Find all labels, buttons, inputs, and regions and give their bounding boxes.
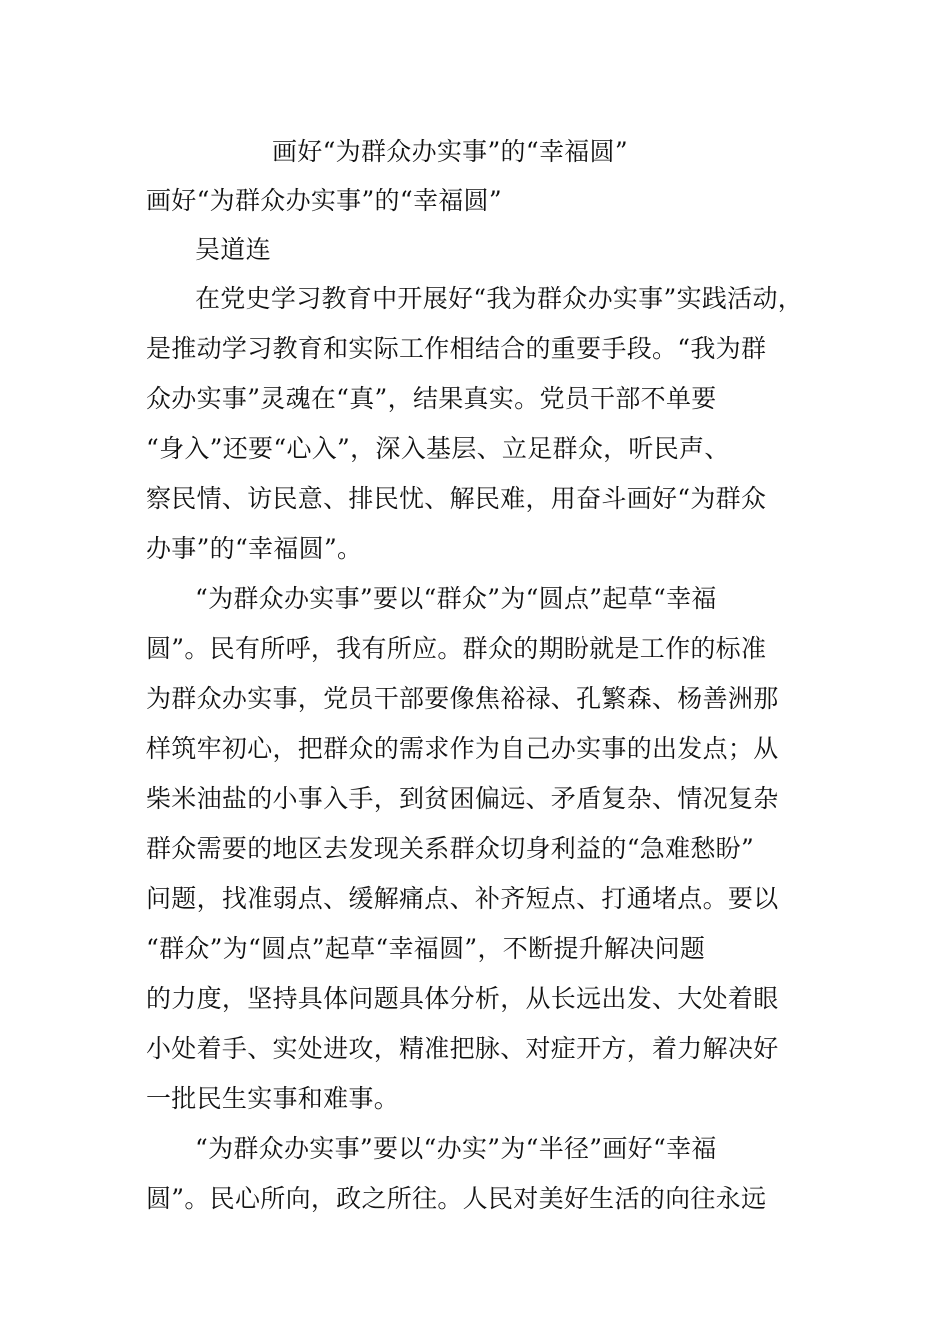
- paragraph-line: 样筑牢初心，把群众的需求作为自己办实事的出发点；从: [146, 734, 779, 763]
- paragraph-line: “为群众办实事”要以“办实”为“半径”画好“幸福: [195, 1134, 717, 1163]
- paragraph-line: 众办实事”灵魂在“真”，结果真实。党员干部不单要: [146, 384, 717, 413]
- document-title: 画好“为群众办实事”的“幸福圆”: [272, 137, 628, 166]
- paragraph-line: 圆”。民心所向，政之所往。人民对美好生活的向往永远: [146, 1184, 767, 1213]
- paragraph-line: “为群众办实事”要以“群众”为“圆点”起草“幸福: [195, 584, 717, 613]
- document-subtitle: 画好“为群众办实事”的“幸福圆”: [146, 186, 502, 215]
- paragraph-line: “群众”为“圆点”起草“幸福圆”，不断提升解决问题: [146, 934, 706, 963]
- paragraph-line: 的力度，坚持具体问题具体分析，从长远出发、大处着眼: [146, 984, 779, 1013]
- paragraph-line: 问题，找准弱点、缓解痛点、补齐短点、打通堵点。要以: [146, 884, 779, 913]
- paragraph-line: “身入”还要“心入”，深入基层、立足群众，听民声、: [146, 434, 730, 463]
- document-author: 吴道连: [195, 235, 271, 264]
- paragraph-line: 察民情、访民意、排民忧、解民难，用奋斗画好“为群众: [146, 484, 767, 513]
- paragraph-line: 小处着手、实处进攻，精准把脉、对症开方，着力解决好: [146, 1034, 779, 1063]
- paragraph-line: 群众需要的地区去发现关系群众切身利益的“急难愁盼”: [146, 834, 755, 863]
- paragraph-line: 为群众办实事，党员干部要像焦裕禄、孔繁森、杨善洲那: [146, 684, 779, 713]
- paragraph-line: 办事”的“幸福圆”。: [146, 534, 363, 563]
- paragraph-line: 在党史学习教育中开展好“我为群众办实事”实践活动，: [195, 284, 804, 313]
- paragraph-line: 一批民生实事和难事。: [146, 1084, 400, 1113]
- paragraph-line: 柴米油盐的小事入手，到贫困偏远、矛盾复杂、情况复杂: [146, 784, 779, 813]
- paragraph-line: 是推动学习教育和实际工作相结合的重要手段。“我为群: [146, 334, 767, 363]
- paragraph-line: 圆”。民有所呼，我有所应。群众的期盼就是工作的标准: [146, 634, 767, 663]
